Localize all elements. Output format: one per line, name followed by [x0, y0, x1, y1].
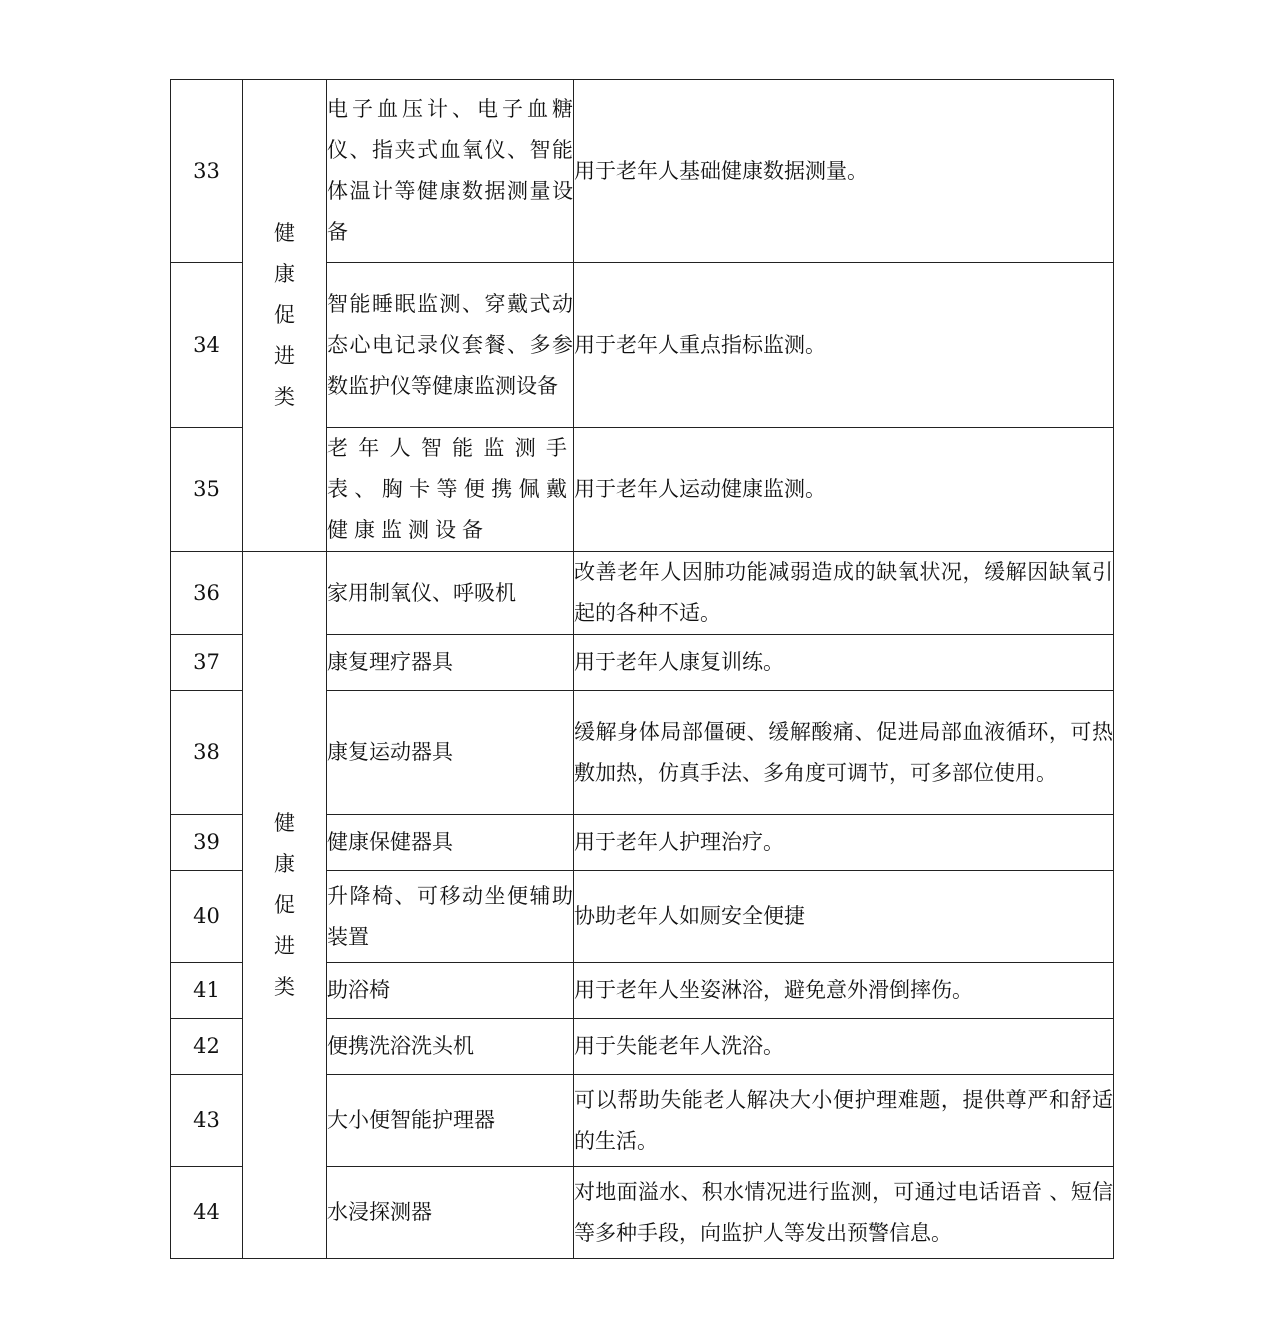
equipment-table [170, 79, 1114, 1259]
equipment-name: 家用制氧仪、呼吸机 [327, 552, 574, 635]
equipment-name: 便携洗浴洗头机 [327, 1019, 574, 1075]
equipment-description: 改善老年人因肺功能减弱造成的缺氧状况，缓解因缺氧引起的各种不适。 [574, 552, 1114, 635]
category-cell [243, 552, 327, 1259]
category-cell [243, 80, 327, 552]
table-row [171, 552, 1114, 635]
row-number: 40 [171, 871, 243, 963]
equipment-name: 电子血压计、电子血糖仪、指夹式血氧仪、智能体温计等健康数据测量设备 [327, 80, 574, 263]
equipment-description: 用于老年人坐姿淋浴，避免意外滑倒摔伤。 [574, 963, 1114, 1019]
equipment-name: 大小便智能护理器 [327, 1075, 574, 1167]
equipment-description: 对地面溢水、积水情况进行监测，可通过电话语音 、短信等多种手段，向监护人等发出预警信息。 [574, 1167, 1114, 1259]
row-number: 42 [171, 1019, 243, 1075]
equipment-name: 助浴椅 [327, 963, 574, 1019]
equipment-description: 用于老年人重点指标监测。 [574, 263, 1114, 428]
equipment-description: 用于老年人护理治疗。 [574, 815, 1114, 871]
equipment-name: 老年人智能监测手表、胸卡等便携佩戴健康监测设备 [327, 428, 574, 552]
equipment-description: 协助老年人如厕安全便捷 [574, 871, 1114, 963]
equipment-name: 水浸探测器 [327, 1167, 574, 1259]
equipment-name: 康复运动器具 [327, 691, 574, 815]
equipment-description: 缓解身体局部僵硬、缓解酸痛、促进局部血液循环，可热敷加热，仿真手法、多角度可调节，可多部位使用。 [574, 691, 1114, 815]
equipment-name: 康复理疗器具 [327, 635, 574, 691]
equipment-description: 用于老年人康复训练。 [574, 635, 1114, 691]
row-number: 33 [171, 80, 243, 263]
equipment-description: 用于老年人基础健康数据测量。 [574, 80, 1114, 263]
category-label: 健康促进类 [274, 810, 295, 999]
equipment-name: 升降椅、可移动坐便辅助装置 [327, 871, 574, 963]
table-row [171, 80, 1114, 263]
equipment-description: 用于失能老年人洗浴。 [574, 1019, 1114, 1075]
row-number: 39 [171, 815, 243, 871]
row-number: 38 [171, 691, 243, 815]
row-number: 35 [171, 428, 243, 552]
row-number: 37 [171, 635, 243, 691]
equipment-name: 智能睡眠监测、穿戴式动态心电记录仪套餐、多参数监护仪等健康监测设备 [327, 263, 574, 428]
row-number: 41 [171, 963, 243, 1019]
row-number: 34 [171, 263, 243, 428]
equipment-name: 健康保健器具 [327, 815, 574, 871]
equipment-description: 可以帮助失能老人解决大小便护理难题，提供尊严和舒适的生活。 [574, 1075, 1114, 1167]
equipment-description: 用于老年人运动健康监测。 [574, 428, 1114, 552]
row-number: 43 [171, 1075, 243, 1167]
row-number: 44 [171, 1167, 243, 1259]
row-number: 36 [171, 552, 243, 635]
category-label: 健康促进类 [274, 221, 295, 409]
